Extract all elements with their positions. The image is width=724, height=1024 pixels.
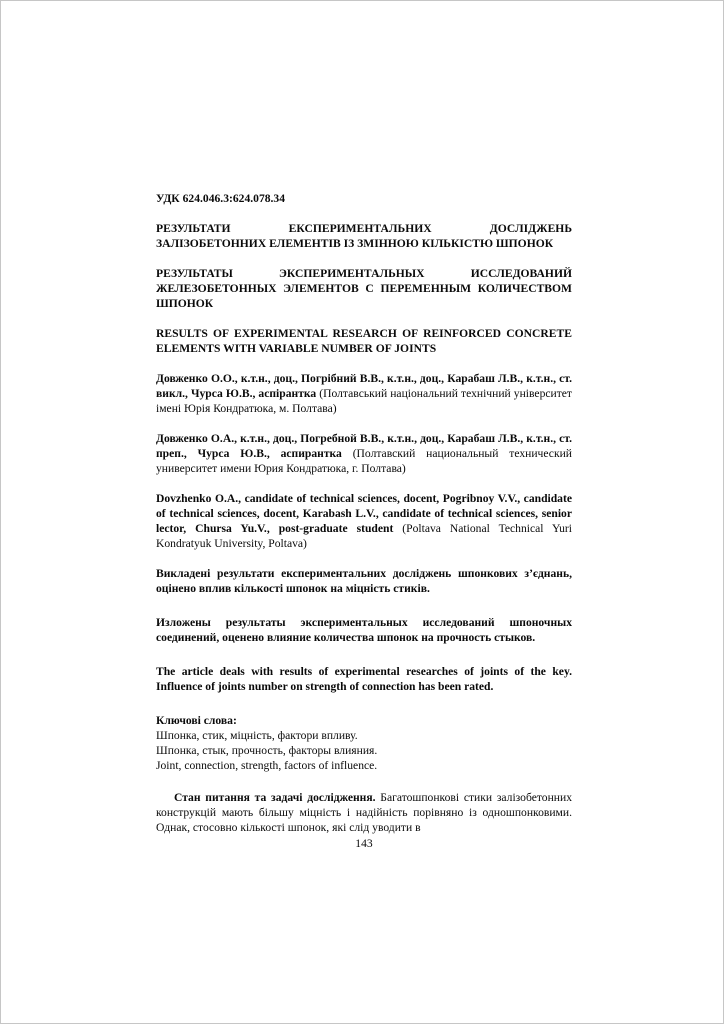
keywords-ru: Шпонка, стык, прочность, факторы влияния. bbox=[156, 744, 378, 757]
authors-en bbox=[156, 491, 572, 551]
keywords-block bbox=[156, 713, 572, 773]
authors-ru-affiliation: (Полтавский национальный технический университет имени Юрия Кондратюка, г. Полтава) bbox=[156, 447, 572, 475]
authors-en-names: Dovzhenko O.A., candidate of technical sciences, docent, Pogribnoy V.V., candidate of technical sciences, docent, Karabash L.V., candidate of technical sciences, senior lector, Chursa Yu.V., post-graduate student bbox=[156, 492, 572, 535]
page-content bbox=[156, 191, 572, 851]
udc-code: УДК 624.046.3:624.078.34 bbox=[156, 192, 286, 205]
authors-uk-affiliation: (Полтавський національний технічний університет імені Юрія Кондратюка, м. Полтава) bbox=[156, 387, 572, 415]
body-lead: Стан питання та задачі дослідження. bbox=[174, 791, 376, 804]
keywords-en: Joint, connection, strength, factors of influence. bbox=[156, 759, 378, 772]
authors-ru bbox=[156, 431, 572, 476]
authors-uk bbox=[156, 371, 572, 416]
body-paragraph bbox=[156, 790, 572, 835]
title-uk: РЕЗУЛЬТАТИ ЕКСПЕРИМЕНТАЛЬНИХ ДОСЛІДЖЕНЬ ЗАЛІЗОБЕТОННИХ ЕЛЕМЕНТІВ ІЗ ЗМІННОЮ КІЛЬКІСТЮ ШПОНОК bbox=[156, 222, 572, 250]
keywords-label: Ключові слова: bbox=[156, 714, 237, 727]
authors-uk-names: Довженко О.О., к.т.н., доц., Погрібний В.В., к.т.н., доц., Карабаш Л.В., к.т.н., ст. викл., Чурса Ю.В., аспірантка bbox=[156, 372, 572, 400]
body-text: Багатошпонкові стики залізобетонних конструкцій мають більшу міцність і надійність порівняно із одношпонковими. Однак, стосовно кількості шпонок, які слід уводити в bbox=[156, 791, 572, 834]
title-en: RESULTS OF EXPERIMENTAL RESEARCH OF REINFORCED CONCRETE ELEMENTS WITH VARIABLE NUMBER OF JOINTS bbox=[156, 327, 572, 355]
abstract-ru: Изложены результаты экспериментальных исследований шпоночных соединений, оценено влияние количества шпонок на прочность стыков. bbox=[156, 616, 572, 644]
authors-ru-names: Довженко О.А., к.т.н., доц., Погребной В.В., к.т.н., доц., Карабаш Л.В., к.т.н., ст. преп., Чурса Ю.В., аспирантка bbox=[156, 432, 572, 460]
page-number: 143 bbox=[355, 837, 373, 850]
abstract-uk: Викладені результати експериментальних досліджень шпонкових з’єднань, оцінено вплив кількості шпонок на міцність стиків. bbox=[156, 567, 572, 595]
title-ru: РЕЗУЛЬТАТЫ ЭКСПЕРИМЕНТАЛЬНЫХ ИССЛЕДОВАНИЙ ЖЕЛЕЗОБЕТОННЫХ ЭЛЕМЕНТОВ С ПЕРЕМЕННЫМ КОЛИЧЕСТВОМ ШПОНОК bbox=[156, 267, 572, 310]
abstract-en: The article deals with results of experimental researches of joints of the key. Influence of joints number on strength of connection has been rated. bbox=[156, 665, 572, 693]
authors-en-affiliation: (Poltava National Technical Yuri Kondratyuk University, Poltava) bbox=[156, 522, 572, 550]
keywords-uk: Шпонка, стик, міцність, фактори впливу. bbox=[156, 729, 358, 742]
